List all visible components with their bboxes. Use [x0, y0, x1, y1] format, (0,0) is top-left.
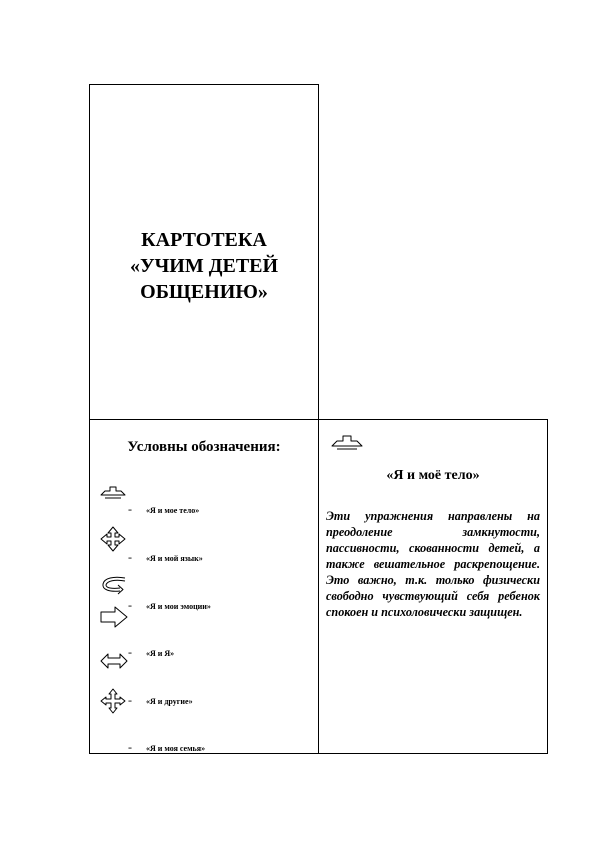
curved-arrow-icon [100, 575, 126, 597]
tent-icon [331, 435, 363, 453]
legend-label-others: «Я и другие» [146, 697, 193, 706]
legend-dash: - [128, 693, 132, 707]
legend-label-language: «Я и мой язык» [146, 554, 203, 563]
legend-dash: - [128, 598, 132, 612]
right-arrow-icon [100, 606, 128, 628]
title-card [89, 84, 319, 420]
legend-label-self: «Я и Я» [146, 649, 175, 658]
info-description: Эти упражнения направлены на преодоление замкнутости, пассивности, скованности детей, а также вешательное раскрепощение. Это важно, т.к. только физически свободно чувствующий себя ребенок спокоен и психоловически защищен. [326, 509, 540, 619]
four-arrows-icon [100, 526, 126, 552]
info-card [318, 419, 548, 754]
legend-card [89, 419, 319, 754]
info-title: «Я и моё тело» [386, 468, 480, 483]
legend-dash: - [128, 550, 132, 564]
legend-label-emotions: «Я и мои эмоции» [146, 602, 211, 611]
legend-dash: - [128, 645, 132, 659]
legend-label-body: «Я и мое тело» [146, 506, 200, 515]
tent-icon [100, 486, 126, 502]
cross-arrows-icon [100, 688, 126, 714]
legend-dash: - [128, 502, 132, 516]
legend-dash: - [128, 740, 132, 754]
double-arrow-icon [100, 653, 128, 669]
legend-label-family: «Я и моя семья» [146, 744, 206, 753]
legend-heading: Условны обозначения: [127, 439, 281, 455]
card-title: КАРТОТЕКА «УЧИМ ДЕТЕЙ ОБЩЕНИЮ» [129, 229, 279, 303]
